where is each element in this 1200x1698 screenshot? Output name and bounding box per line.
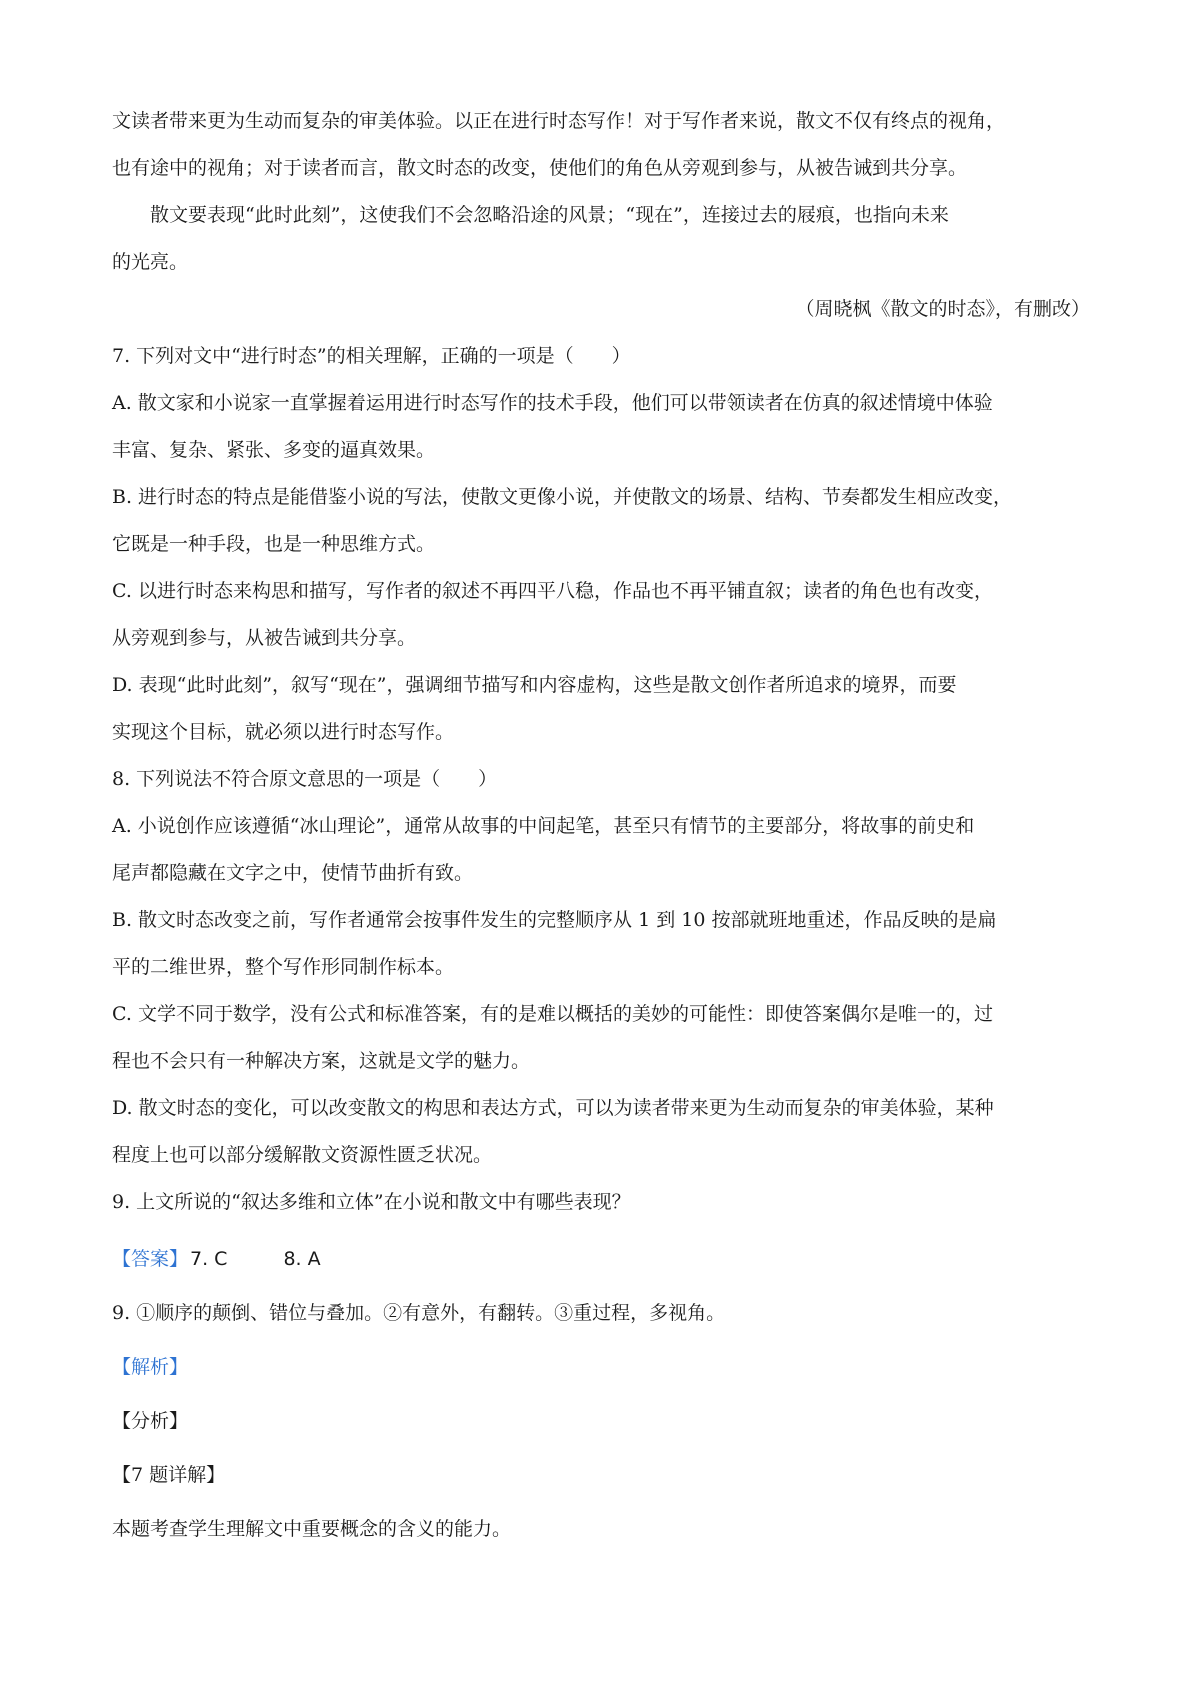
question-stem: 9. 上文所说的“叙达多维和立体”在小说和散文中有哪些表现？	[112, 1191, 631, 1213]
option-line: C. 以进行时态来构思和描写，写作者的叙述不再四平八稳，作品也不再平铺直叙；读者的角色也有改变，	[112, 580, 993, 602]
option-line: 从旁观到参与，从被告诫到共分享。	[112, 627, 417, 649]
option-line: 平的二维世界，整个写作形同制作标本。	[112, 956, 455, 978]
answer-label: 【答案】	[112, 1248, 189, 1270]
option-line: B. 进行时态的特点是能借鉴小说的写法，使散文更像小说，并使散文的场景、结构、节奏都发生相应改变，	[112, 486, 1013, 508]
document-page	[112, 98, 1100, 1556]
option-line: 程度上也可以部分缓解散文资源性匮乏状况。	[112, 1144, 493, 1166]
option-line: 尾声都隐藏在文字之中，使情节曲折有致。	[112, 862, 474, 884]
passage-line: 也有途中的视角；对于读者而言，散文时态的改变，使他们的角色从旁观到参与，从被告诫到共分享。	[112, 157, 968, 179]
option-line: 程也不会只有一种解决方案，这就是文学的魅力。	[112, 1050, 531, 1072]
option-line: C. 文学不同于数学，没有公式和标准答案，有的是难以概括的美妙的可能性：即使答案偶尔是唯一的，过	[112, 1003, 993, 1025]
option-line: A. 小说创作应该遵循“冰山理论”，通常从故事的中间起笔，甚至只有情节的主要部分，将故事的前史和	[112, 815, 975, 837]
analysis-fenxi: 【分析】	[112, 1410, 189, 1432]
question-stem: 7. 下列对文中“进行时态”的相关理解，正确的一项是（ ）	[112, 345, 631, 367]
option-line: 它既是一种手段，也是一种思维方式。	[112, 533, 436, 555]
option-line: 丰富、复杂、紧张、多变的逼真效果。	[112, 439, 436, 461]
option-line: B. 散文时态改变之前，写作者通常会按事件发生的完整顺序从 1 到 10 按部就班地重述，作品反映的是扁	[112, 909, 997, 931]
answer-q7: 7. C	[190, 1248, 228, 1270]
question-stem: 8. 下列说法不符合原文意思的一项是（ ）	[112, 768, 498, 790]
answer-q8: 8. A	[283, 1248, 321, 1270]
answer-q9: 9. ①顺序的颠倒、错位与叠加。②有意外，有翻转。③重过程，多视角。	[112, 1302, 726, 1324]
analysis-q7-text: 本题考查学生理解文中重要概念的含义的能力。	[112, 1518, 512, 1540]
option-line: D. 散文时态的变化，可以改变散文的构思和表达方式，可以为读者带来更为生动而复杂的审美体验，某种	[112, 1097, 994, 1119]
passage-line: 散文要表现“此时此刻”，这使我们不会忽略沿途的风景；“现在”，连接过去的屐痕，也指向未来	[150, 204, 949, 226]
answer-row	[112, 1232, 1100, 1286]
analysis-q7-heading: 【7 题详解】	[112, 1464, 226, 1486]
option-line: D. 表现“此时此刻”，叙写“现在”，强调细节描写和内容虚构，这些是散文创作者所追求的境界，而要	[112, 674, 957, 696]
passage-source: （周晓枫《散文的时态》，有删改）	[795, 298, 1090, 320]
analysis-label: 【解析】	[112, 1356, 189, 1378]
passage-line: 的光亮。	[112, 251, 189, 273]
passage-line: 文读者带来更为生动而复杂的审美体验。以正在进行时态写作！对于写作者来说，散文不仅有终点的视角，	[112, 110, 1006, 132]
option-line: 实现这个目标，就必须以进行时态写作。	[112, 721, 455, 743]
option-line: A. 散文家和小说家一直掌握着运用进行时态写作的技术手段，他们可以带领读者在仿真的叙述情境中体验	[112, 392, 993, 414]
